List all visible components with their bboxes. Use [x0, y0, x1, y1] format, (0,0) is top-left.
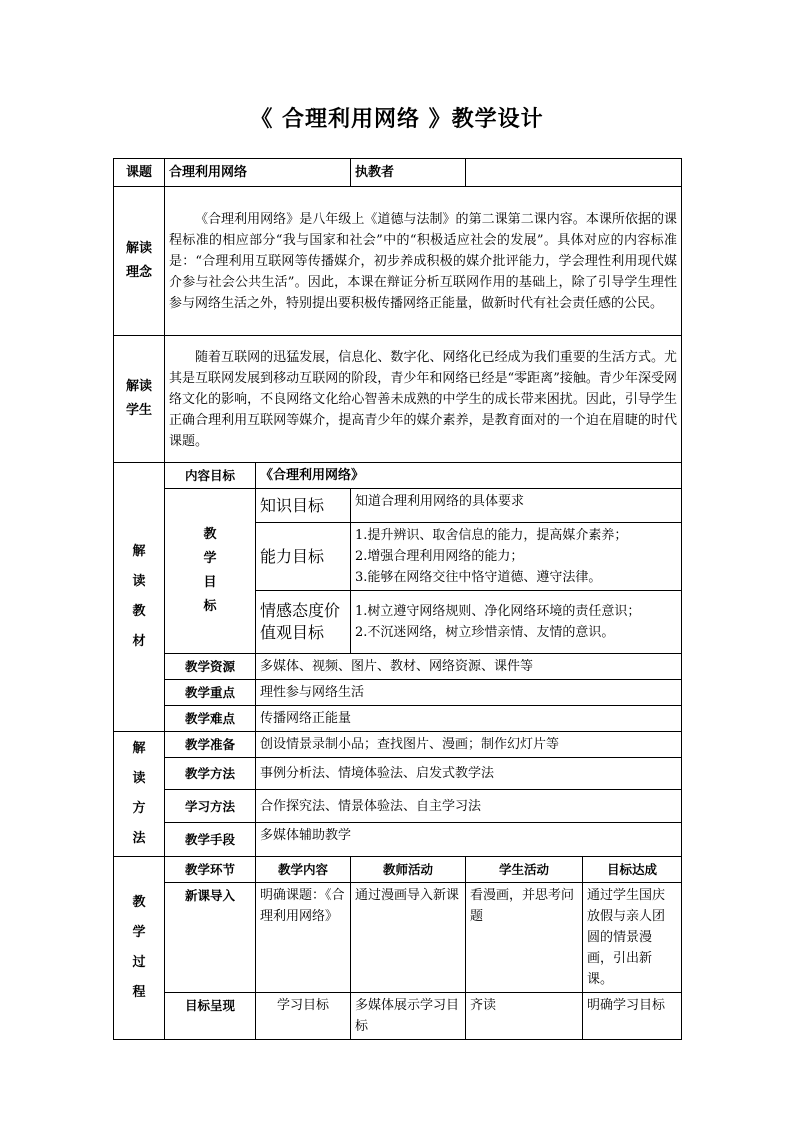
- resource-row: [114, 654, 682, 680]
- content-goal-value: 《合理利用网络》: [256, 463, 682, 489]
- emotion-values: [351, 591, 682, 654]
- document-title: 《 合理利用网络 》教学设计: [250, 106, 544, 132]
- emotion-label: 情感态度价值观目标: [256, 591, 351, 654]
- ability-item-1: 1.提升辨识、取舍信息的能力，提高媒介素养；: [355, 528, 628, 543]
- teacher-label: 执教者: [351, 159, 466, 187]
- ability-item-3: 3.能够在网络交往中恪守道德、遵守法律。: [355, 570, 602, 585]
- means-row: [114, 822, 682, 856]
- lesson-plan-table: [113, 158, 682, 1040]
- teaching-goal-label: 教 学 目 标: [165, 489, 256, 654]
- process-teacher-cell: 多媒体展示学习目标: [351, 993, 466, 1040]
- process-goal-cell: 明确学习目标: [583, 993, 682, 1040]
- process-goal-cell: 通过学生国庆放假与亲人团圆的情景漫画，引出新课。: [583, 883, 682, 993]
- knowledge-label: 知识目标: [256, 489, 351, 523]
- process-header-content: 教学内容: [256, 857, 351, 883]
- concept-text: 《合理利用网络》是八年级上《道德与法制》的第二课第二课内容。本课所依据的课程标准的相应部分“我与国家和社会”中的“积极适应社会的发展”。具体对应的内容标准是：“合理利用互联网等传播媒介，初步养成积极的媒介批评能力，学会理性利用现代媒介参与社会公共生活”。因此，本课在辩证分析互联网作用的基础上，除了引导学生理性参与网络生活之外，特别提出要积极传播网络正能量，做新时代有社会责任感的公民。: [165, 187, 682, 336]
- process-student-cell: 齐读: [466, 993, 583, 1040]
- method-label: 解 读 方 法: [114, 732, 165, 857]
- table-row: [114, 993, 682, 1040]
- process-header-goal: 目标达成: [583, 857, 682, 883]
- process-header-row: [114, 857, 682, 883]
- process-header-teacher: 教师活动: [351, 857, 466, 883]
- difficulty-label: 教学难点: [165, 706, 256, 732]
- student-row: [114, 336, 682, 463]
- process-label: 教 学 过 程: [114, 857, 165, 1040]
- teach-method-value: 事例分析法、情境体验法、启发式教学法: [256, 758, 682, 790]
- process-teacher-cell: 通过漫画导入新课: [351, 883, 466, 993]
- process-header-student: 学生活动: [466, 857, 583, 883]
- teach-method-label: 教学方法: [165, 758, 256, 790]
- ability-item-2: 2.增强合理利用网络的能力；: [355, 549, 524, 564]
- concept-label: 解读 理念: [114, 187, 165, 336]
- key-value: 理性参与网络生活: [256, 680, 682, 706]
- student-label: 解读 学生: [114, 336, 165, 463]
- prep-label: 教学准备: [165, 732, 256, 758]
- teach-method-row: [114, 758, 682, 790]
- learn-method-row: [114, 790, 682, 822]
- process-content-cell: 明确课题：《合理利用网络》: [256, 883, 351, 993]
- prep-row: [114, 732, 682, 758]
- difficulty-row: [114, 706, 682, 732]
- means-label: 教学手段: [165, 822, 256, 856]
- concept-row: [114, 187, 682, 336]
- process-header-stage: 教学环节: [165, 857, 256, 883]
- knowledge-value: 知道合理利用网络的具体要求: [351, 489, 682, 523]
- teacher-value: [466, 159, 682, 187]
- learn-method-label: 学习方法: [165, 790, 256, 822]
- means-value: 多媒体辅助教学: [256, 822, 682, 856]
- process-stage-cell: 新课导入: [165, 883, 256, 993]
- difficulty-value: 传播网络正能量: [256, 706, 682, 732]
- ability-values: [351, 523, 682, 591]
- process-content-cell: 学习目标: [256, 993, 351, 1040]
- content-goal-row: [114, 463, 682, 489]
- learn-method-value: 合作探究法、情景体验法、自主学习法: [256, 790, 682, 822]
- topic-value: 合理利用网络: [165, 159, 351, 187]
- ability-label: 能力目标: [256, 523, 351, 591]
- topic-label: 课题: [114, 159, 165, 187]
- prep-value: 创设情景录制小品；查找图片、漫画；制作幻灯片等: [256, 732, 682, 758]
- process-student-cell: 看漫画，并思考问题: [466, 883, 583, 993]
- resource-value: 多媒体、视频、图片、教材、网络资源、课件等: [256, 654, 682, 680]
- key-row: [114, 680, 682, 706]
- content-goal-label: 内容目标: [165, 463, 256, 489]
- topic-row: [114, 159, 682, 187]
- process-stage-cell: 目标呈现: [165, 993, 256, 1040]
- knowledge-row: [114, 489, 682, 523]
- emotion-item-1: 1.树立遵守网络规则、净化网络环境的责任意识；: [355, 604, 641, 619]
- table-row: [114, 883, 682, 993]
- key-label: 教学重点: [165, 680, 256, 706]
- material-label: 解 读 教 材: [114, 463, 165, 732]
- resource-label: 教学资源: [165, 654, 256, 680]
- emotion-item-2: 2.不沉迷网络，树立珍惜亲情、友情的意识。: [355, 625, 615, 640]
- student-text: 随着互联网的迅猛发展，信息化、数字化、网络化已经成为我们重要的生活方式。尤其是互联网发展到移动互联网的阶段，青少年和网络已经是“零距离”接触。青少年深受网络文化的影响，不良网络文化给心智善未成熟的中学生的成长带来困扰。因此，引导学生正确合理利用互联网等媒介，提高青少年的媒介素养，是教育面对的一个迫在眉睫的时代课题。: [165, 336, 682, 463]
